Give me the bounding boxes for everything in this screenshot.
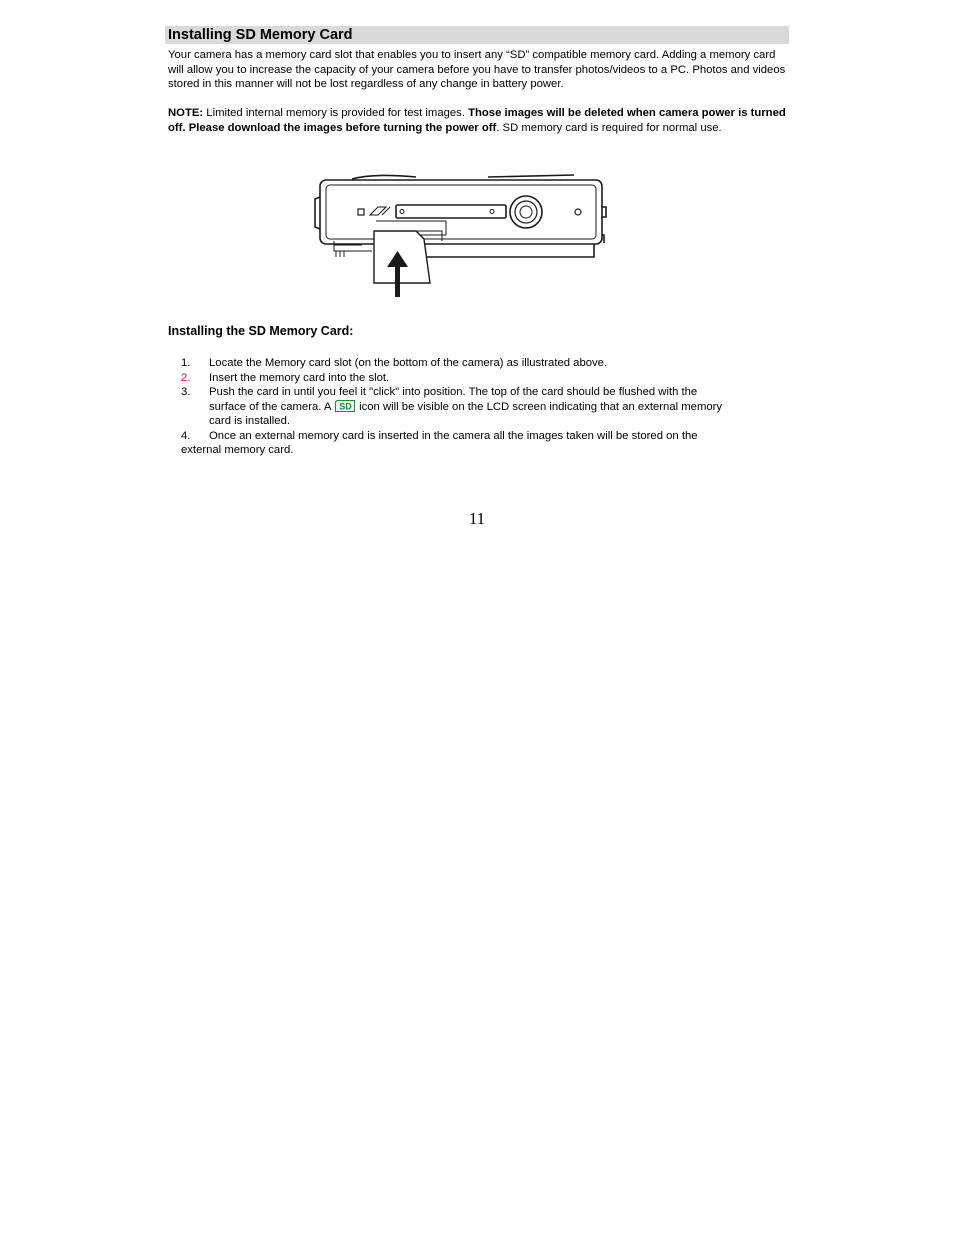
sd-icon-label: SD (339, 401, 352, 412)
step-3-line-2a: surface of the camera. A (209, 401, 334, 413)
note-end: . SD memory card is required for normal use. (496, 121, 722, 134)
note-label: NOTE: (168, 107, 204, 119)
step-4-line-2-row (181, 443, 293, 458)
step-3-line-1: Push the card in until you feel it "click" into position. The top of the card should be flushed with the (209, 386, 698, 398)
stray-dot: . (637, 378, 640, 389)
step-4-number: 4. (181, 430, 191, 442)
step-4-line-1: Once an external memory card is inserted in the camera all the images taken will be stored on the (209, 430, 698, 442)
step-1-number: 1. (181, 357, 191, 369)
step-3-line-2 (209, 400, 789, 415)
step-4-line-2: external memory card. (181, 444, 294, 456)
step-3-line-2b: icon will be visible on the LCD screen indicating that an external memory (355, 401, 723, 413)
procedure-title: Installing the SD Memory Card: (168, 324, 354, 338)
step-2-text: Insert the memory card into the slot. (209, 372, 390, 384)
note-text: Limited internal memory is provided for test images. (203, 107, 469, 119)
section-title: Installing SD Memory Card (165, 26, 789, 44)
note-warning: Those images will be deleted when camera power is turned off. Please download the images before turning the power off (168, 107, 786, 134)
page-number: 11 (468, 509, 486, 528)
step-1-text: Locate the Memory card slot (on the bottom of the camera) as illustrated above. (209, 357, 608, 369)
camera-bottom-sd-slot-illustration (312, 165, 648, 305)
intro-paragraph: Your camera has a memory card slot that enables you to insert any “SD” compatible memory card. Adding a memory card will allow you to increase the capacity of your camera before you have to transfer photos/videos to a PC. Photos and videos stored in this manner will not be lost regardless of any change in battery power. (168, 49, 786, 90)
sd-card-icon (335, 400, 355, 412)
note-paragraph (168, 106, 790, 135)
step-3-number: 3. (181, 386, 191, 398)
step-2-number: 2. (181, 372, 191, 384)
step-3-line-3: card is installed. (209, 415, 290, 427)
